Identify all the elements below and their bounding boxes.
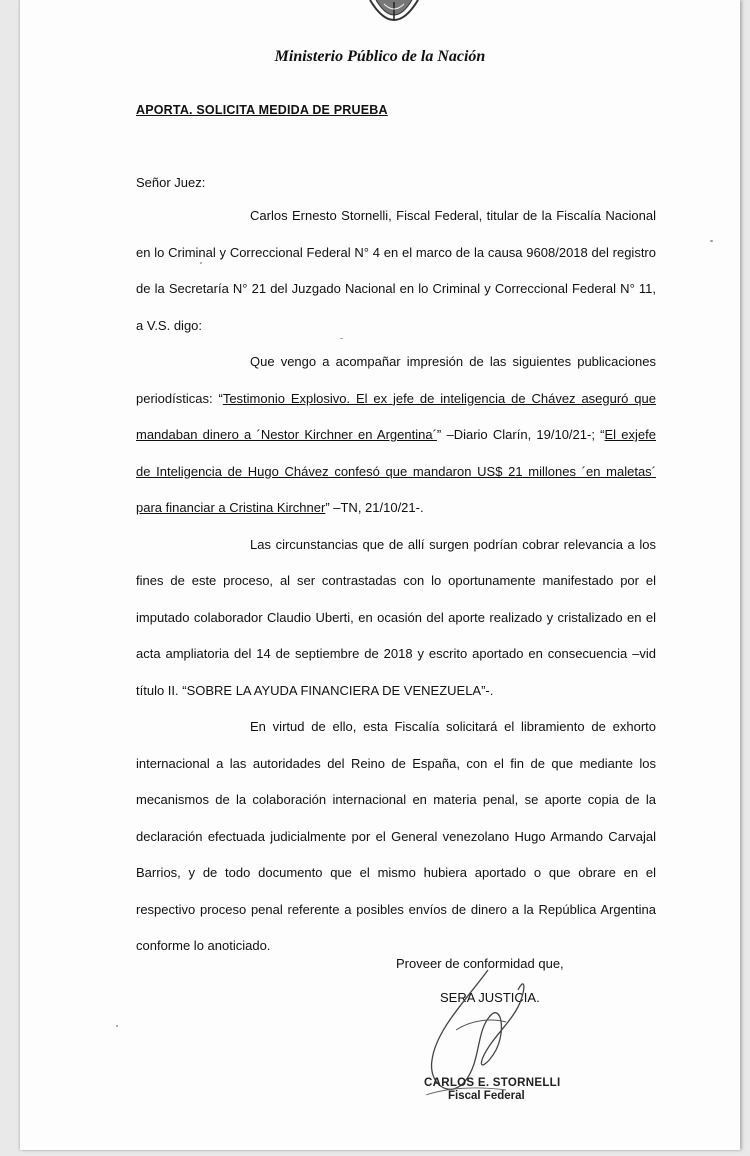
paragraph-2 [136,344,656,527]
paragraph-3: Las circunstancias que de allí surgen podrían cobrar relevancia a los fines de este proceso, al ser contrastadas con lo oportunamente manifestado por el imputado colaborador Claudio Uberti, en ocasión del aporte realizado y cristalizado en el acta ampliatoria del 14 de septiembre de 2018 y escrito aportado en consecuencia –vid título II. “SOBRE LA AYUDA FINANCIERA DE VENEZUELA”-. [136,536,656,698]
paragraph-4: En virtud de ello, esta Fiscalía solicitará el libramiento de exhorto internacional a las autoridades del Reino de España, con el fin de que mediante los mecanismos de la colaboración internacional en materia penal, se aporte copia de la declaración efectuada judicialmente por el General venezolano Hugo Armando Carvajal Barrios, y de todo documento que el mismo hubiera aportado o que obrare en el respectivo proceso penal referente a posibles envíos de dinero a la República Argentina conforme lo anoticiado. [136,719,656,953]
paragraph-2-end: ” –TN, 21/10/21-. [325,500,424,515]
document-heading: APORTA. SOLICITA MEDIDA DE PRUEBA [136,103,388,117]
signatory-name: CARLOS E. STORNELLI [424,1077,561,1089]
salutation: Señor Juez: [136,175,206,190]
paragraph-2-intro: Que vengo a acompañar impresión de las siguientes publicaciones periodísticas: “ [136,354,656,406]
document-body [136,198,656,965]
scan-speck [710,240,713,242]
scan-speck [340,338,343,339]
closing-line: Proveer de conformidad que, [396,956,564,971]
scan-speck [116,1025,118,1027]
headline-tn: El exjefe de Inteligencia de Hugo Chávez confesó que mandaron US$ 21 millones ´en maletas´ para financiar a Cristina Kirchner [136,427,656,515]
scan-speck [200,262,202,264]
paragraph-2-mid: ” –Diario Clarín, 19/10/21-; “ [436,427,605,442]
document-page [20,0,740,1150]
closing-justicia: SERA JUSTICIA. [440,990,540,1005]
paragraph-1: Carlos Ernesto Stornelli, Fiscal Federal, titular de la Fiscalía Nacional en lo Criminal y Correccional Federal N° 4 en el marco de la causa 9608/2018 del registro de la Secretaría N° 21 del Juzgado Nacional en lo Criminal y Correccional Federal N° 11, a V.S. digo: [136,208,656,333]
ministry-name: Ministerio Público de la Nación [274,48,486,65]
signatory-title: Fiscal Federal [448,1090,525,1102]
coat-of-arms-icon [364,0,424,26]
headline-clarin: Testimonio Explosivo. El ex jefe de inteligencia de Chávez aseguró que mandaban dinero a ´Nestor Kirchner en Argentina´ [136,390,656,442]
